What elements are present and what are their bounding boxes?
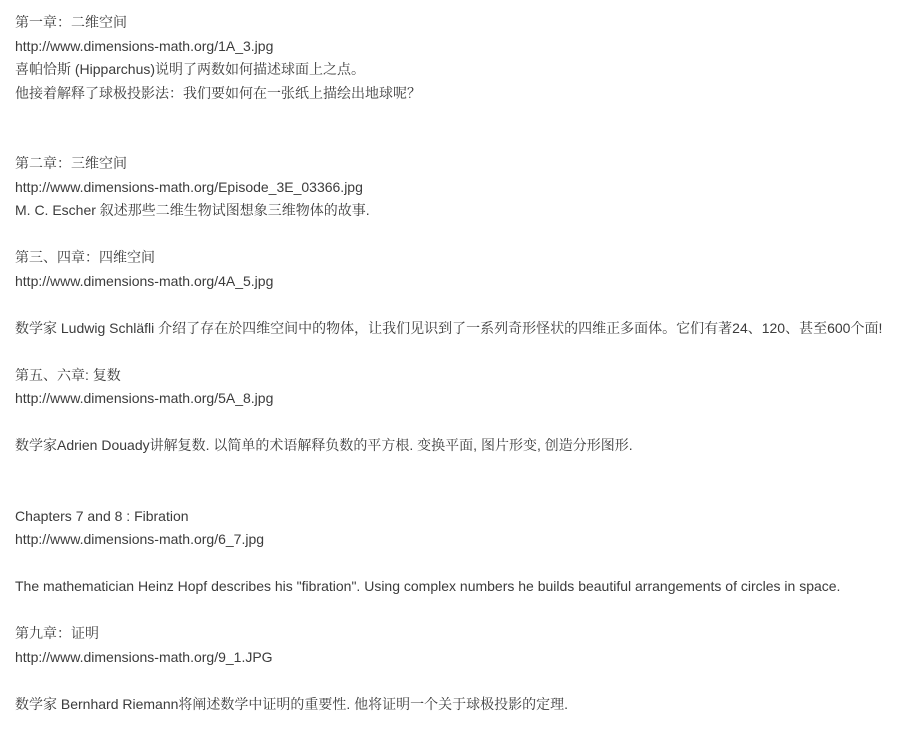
- chapter-section-6: [15, 622, 906, 716]
- chapter-image-url: http://www.dimensions-math.org/1A_3.jpg: [15, 37, 274, 54]
- chapter-description-line: 他接着解释了球极投影法：我们要如何在一张纸上描绘出地球呢？: [15, 84, 421, 101]
- chapter-title: 第五、六章: 复数: [15, 366, 121, 383]
- chapter-image-url: http://www.dimensions-math.org/4A_5.jpg: [15, 272, 274, 289]
- chapter-section-4: [15, 364, 906, 458]
- chapter-image-url: http://www.dimensions-math.org/9_1.JPG: [15, 648, 273, 665]
- chapter-title: Chapters 7 and 8 : Fibration: [15, 507, 189, 524]
- chapter-description-line: 数学家Adrien Douady讲解复数. 以简单的术语解释负数的平方根. 变换平面, 图片形变, 创造分形图形.: [15, 437, 633, 453]
- chapter-image-url: http://www.dimensions-math.org/6_7.jpg: [15, 531, 265, 547]
- chapter-description-line: 喜帕恰斯 (Hipparchus)说明了两数如何描述球面上之点。: [15, 61, 366, 77]
- chapter-description-line: M. C. Escher 叙述那些二维生物试图想象三维物体的故事.: [15, 202, 370, 218]
- chapter-title: 第一章：二维空间: [15, 14, 127, 30]
- chapter-section-3: [15, 246, 906, 340]
- chapter-description-line: The mathematician Heinz Hopf describes his "fibration". Using complex numbers he builds beautiful arrangements of circles in space.: [15, 578, 841, 594]
- chapter-image-url: http://www.dimensions-math.org/5A_8.jpg: [15, 390, 274, 406]
- chapter-title: 第二章：三维空间: [15, 155, 127, 171]
- chapter-title: 第九章：证明: [15, 625, 99, 641]
- chapter-section-2: [15, 152, 906, 223]
- chapter-title: 第三、四章：四维空间: [15, 249, 155, 265]
- chapter-image-url: http://www.dimensions-math.org/Episode_3E_03366.jpg: [15, 178, 363, 195]
- chapter-description-line: 数学家 Bernhard Riemann将阐述数学中证明的重要性. 他将证明一个关于球极投影的定理.: [15, 695, 569, 712]
- chapter-section-1: [15, 11, 906, 105]
- chapter-section-5: [15, 505, 906, 599]
- chapter-description-line: 数学家 Ludwig Schläfli 介绍了存在於四维空间中的物体，让我们见识到了一系列奇形怪状的四维正多面体。它们有著24、120、甚至600个面!: [15, 319, 883, 336]
